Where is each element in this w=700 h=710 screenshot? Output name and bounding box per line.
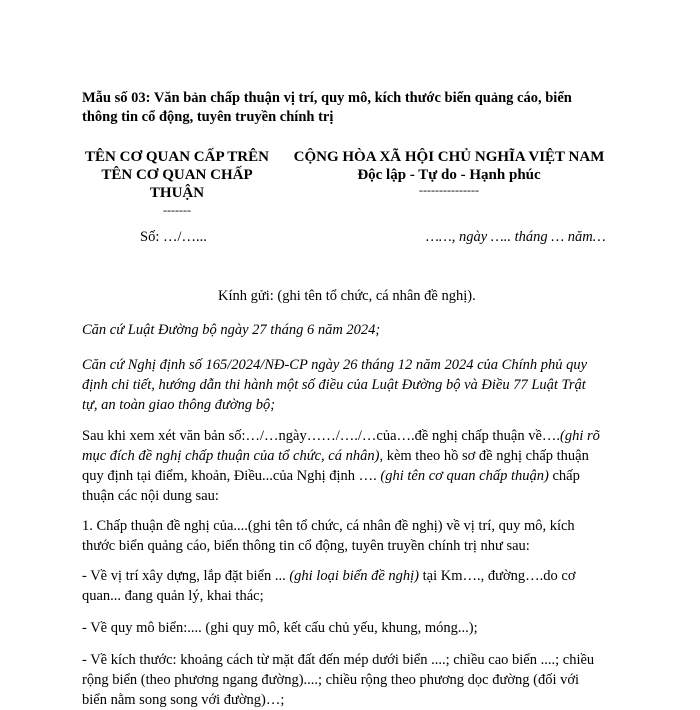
legal-basis-2-line-2: định chi tiết, hướng dẫn thi hành một số điều của Luật Đường bộ và Điều 77 Luật Trật [82, 377, 586, 393]
review-text-a: Sau khi xem xét văn bản số:…/…ngày……/…./…của….đề nghị chấp thuận về…. [82, 428, 561, 444]
agency-name: TÊN CƠ QUAN CHẤP [101, 167, 253, 183]
review-paragraph-line-1 [82, 426, 622, 446]
location-line-2: quan... đang quản lý, khai thác; [82, 588, 264, 604]
review-paragraph-line-2 [82, 446, 622, 466]
place-date: ……, ngày ….. tháng … năm… [426, 229, 606, 245]
agency-superior-name: TÊN CƠ QUAN CẤP TRÊN [85, 149, 269, 165]
left-header-divider: ------- [163, 203, 191, 217]
review-paragraph-line-3 [82, 466, 622, 486]
review-text-f: (ghi tên cơ quan chấp thuận) [380, 468, 549, 484]
form-title-line-2: thông tin cổ động, tuyên truyền chính trị [82, 109, 334, 125]
recipient-line: Kính gửi: (ghi tên tổ chức, cá nhân đề nghị). [218, 288, 476, 304]
document-number: Số: …/…... [140, 229, 207, 245]
legal-basis-2-line-1: Căn cứ Nghị định số 165/2024/NĐ-CP ngày 26 tháng 12 năm 2024 của Chính phủ quy [82, 357, 588, 373]
national-motto: Độc lập - Tự do - Hạnh phúc [357, 167, 541, 183]
review-text-d: , kèm theo hồ sơ đề nghị chấp thuận [379, 448, 589, 464]
review-text-g: chấp [548, 468, 580, 484]
item-1-line-2: thước biển quảng cáo, biển thông tin cổ động, tuyên truyền chính trị như sau: [82, 538, 530, 554]
dimension-line-2: rộng biển (theo phương ngang đường)....; chiều rộng theo phương dọc đường (đối với [82, 672, 580, 688]
location-text-b: (ghi loại biển đề nghị) [289, 568, 419, 584]
review-paragraph-line-4: thuận các nội dung sau: [82, 488, 219, 504]
legal-basis-2-line-3: tự, an toàn giao thông đường bộ; [82, 397, 276, 413]
review-text-b: (ghi rõ [560, 428, 600, 444]
dimension-line-3: biển nằm song song với đường)…; [82, 692, 285, 708]
dimension-line-1: - Về kích thước: khoảng cách từ mặt đất đến mép dưới biển ....; chiều cao biển ....; chiều [82, 652, 595, 668]
review-text-e: quy định tại điểm, khoản, Điều...của Nghị định …. [82, 468, 377, 484]
location-text-c: tại Km…., đường….do cơ [419, 568, 576, 584]
right-header-divider: --------------- [419, 183, 479, 197]
location-line-1 [82, 566, 622, 586]
item-1-line-1: 1. Chấp thuận đề nghị của....(ghi tên tổ chức, cá nhân đề nghị) về vị trí, quy mô, kích [82, 518, 575, 534]
agency-name-cont: THUẬN [149, 185, 205, 201]
location-text-a: - Về vị trí xây dựng, lắp đặt biển ... [82, 568, 286, 584]
scale-line: - Về quy mô biển:.... (ghi quy mô, kết cấu chủ yếu, khung, móng...); [82, 620, 478, 636]
national-name: CỘNG HÒA XÃ HỘI CHỦ NGHĨA VIỆT NAM [293, 149, 605, 165]
form-title-line-1: Mẫu số 03: Văn bản chấp thuận vị trí, quy mô, kích thước biển quảng cáo, biển [82, 90, 572, 106]
review-text-c: mục đích đề nghị chấp thuận của tổ chức, cá nhân) [82, 448, 380, 464]
legal-basis-1: Căn cứ Luật Đường bộ ngày 27 tháng 6 năm 2024; [82, 322, 381, 338]
